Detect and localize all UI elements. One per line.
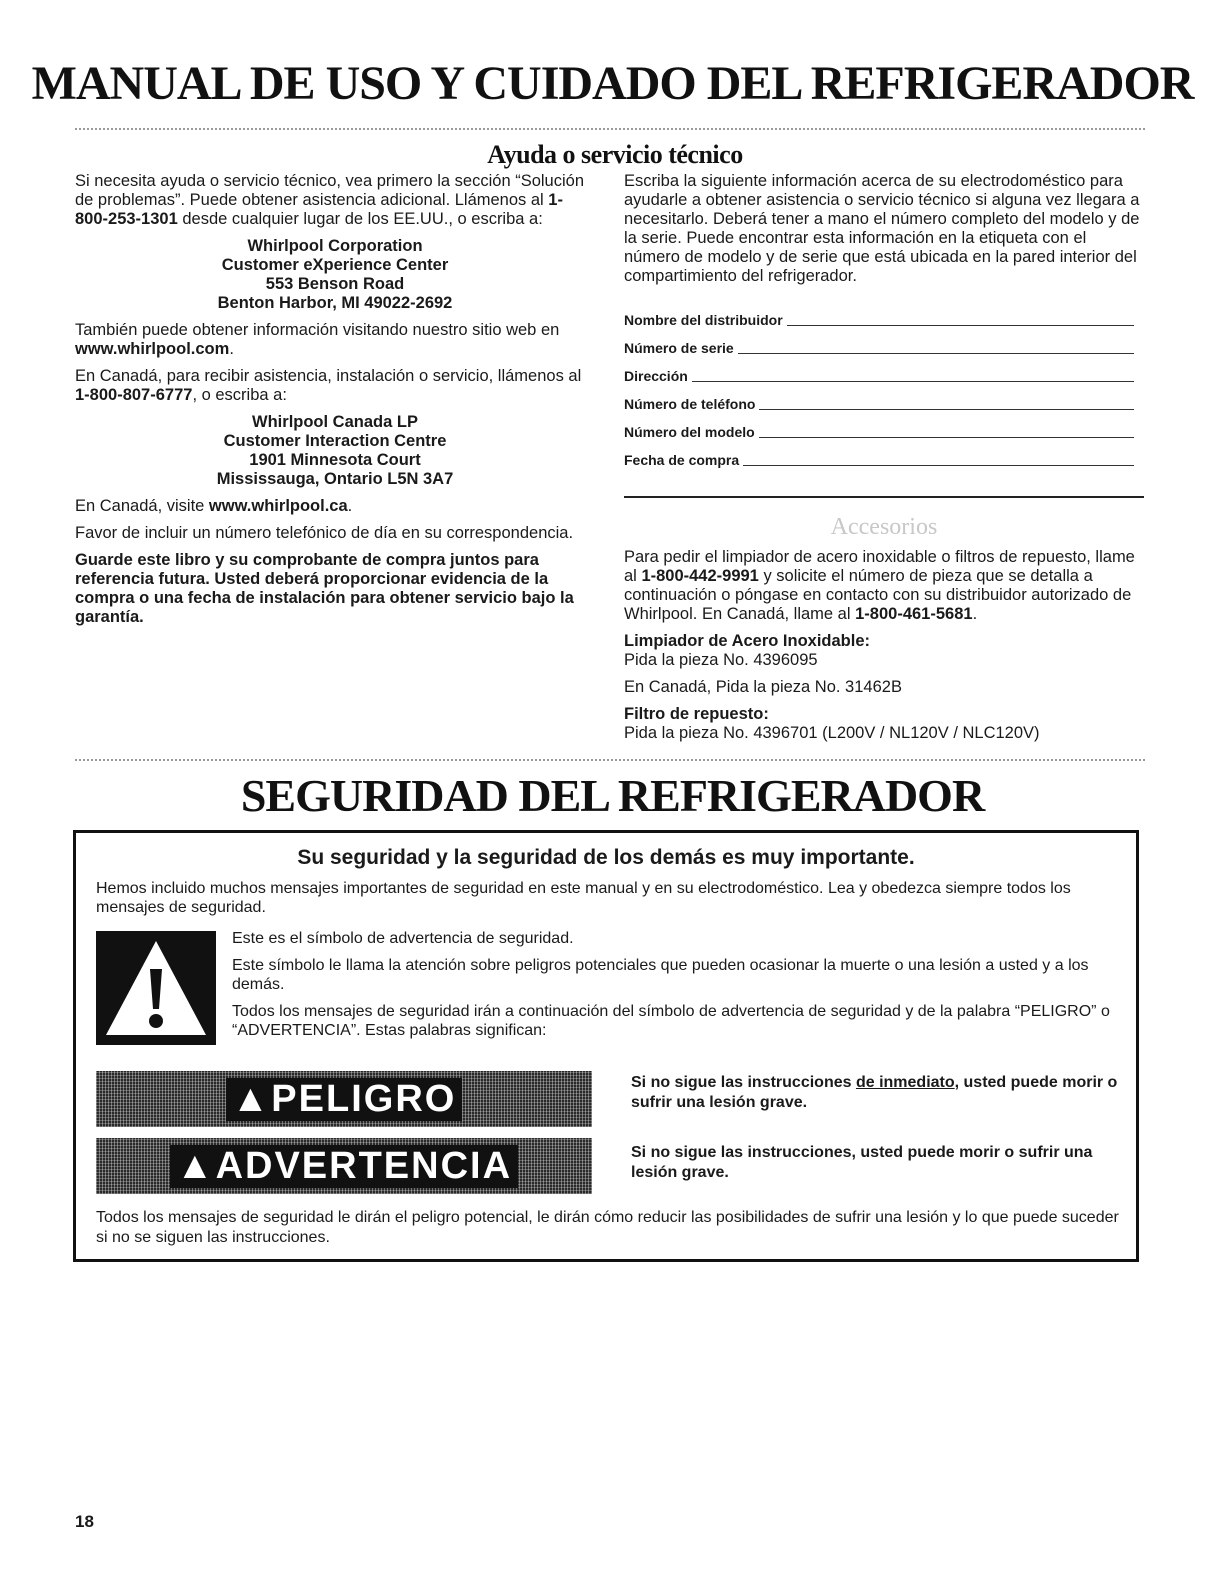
symbol-p3: Todos los mensajes de seguridad irán a continuación del símbolo de advertencia de seguridad y de la palabra “PELIGRO” o “ADVERTENCIA”. Estas palabras significan: bbox=[232, 1003, 1110, 1039]
cleaner-title: Limpiador de Acero Inoxidable: bbox=[624, 632, 871, 650]
us-address: Whirlpool Corporation Customer eXperience Center 553 Benson Road Benton Harbor, MI 49022-2692 bbox=[217, 237, 453, 312]
title-divider bbox=[75, 128, 1145, 130]
canada-website-link[interactable]: www.whirlpool.ca bbox=[208, 497, 348, 515]
form-field-model[interactable]: Número del modelo bbox=[624, 414, 1134, 442]
warning-label: ▲ADVERTENCIA bbox=[170, 1145, 518, 1188]
danger-text: Si no sigue las instrucciones de inmediato, usted puede morir o sufrir una lesión grave. bbox=[631, 1074, 1118, 1111]
record-info-intro: Escriba la siguiente información acerca de su electrodoméstico para ayudarle a obtener asistencia o servicio técnico si alguna vez llegara a necesitarlo. Deberá tener a mano el número completo del modelo y de la serie. Puede encontrar esta información en la etiqueta con el número de modelo y de serie que está ubicada en la pared interior del compartimiento del refrigerador. bbox=[624, 172, 1140, 285]
filter-part: Pida la pieza No. 4396701 (L200V / NL120V / NLC120V) bbox=[624, 724, 1040, 742]
symbol-description bbox=[232, 929, 1112, 1040]
help-right-column bbox=[624, 172, 1144, 751]
filter-title: Filtro de repuesto: bbox=[624, 705, 769, 723]
us-phone: 1-800-253-1301 bbox=[75, 191, 563, 228]
form-field-phone[interactable]: Número de teléfono bbox=[624, 386, 1134, 414]
canada-phone: 1-800-807-6777 bbox=[75, 386, 193, 404]
cleaner-ca-part: En Canadá, Pida la pieza No. 31462B bbox=[624, 678, 902, 696]
us-website-link[interactable]: www.whirlpool.com bbox=[75, 340, 230, 358]
safety-title: SEGURIDAD DEL REFRIGERADOR bbox=[240, 770, 985, 821]
warning-text: Si no sigue las instrucciones, usted puede morir o sufrir una lesión grave. bbox=[631, 1144, 1093, 1181]
canada-paragraph: En Canadá, para recibir asistencia, instalación o servicio, llámenos al 1-800-807-6777, o escriba a: bbox=[75, 367, 582, 404]
danger-banner bbox=[96, 1071, 592, 1127]
phone-note: Favor de incluir un número telefónico de día en su correspondencia. bbox=[75, 524, 574, 542]
form-divider bbox=[624, 496, 1144, 498]
keep-book-note: Guarde este libro y su comprobante de compra juntos para referencia futura. Usted deberá proporcionar evidencia de la compra o una fecha de instalación para obtener servicio bajo la garantía. bbox=[75, 551, 574, 626]
canada-website-paragraph: En Canadá, visite www.whirlpool.ca. bbox=[75, 497, 353, 515]
symbol-p2: Este símbolo le llama la atención sobre peligros potenciales que pueden ocasionar la muerte o una lesión a usted y a los demás. bbox=[232, 957, 1089, 993]
help-intro: Si necesita ayuda o servicio técnico, vea primero la sección “Solución de problemas”. Puede obtener asistencia adicional. Llámenos al 1-800-253-1301 desde cualquier lugar de los EE.UU., o escriba a: bbox=[75, 172, 585, 228]
accessories-paragraph: Para pedir el limpiador de acero inoxidable o filtros de repuesto, llame al 1-800-442-9991 y solicite el número de pieza que se detalla a continuación o póngase en contacto con su distribuidor autorizado de Whirlpool. En Canadá, llame al 1-800-461-5681. bbox=[624, 548, 1135, 623]
help-left-column bbox=[75, 172, 595, 635]
canada-address: Whirlpool Canada LP Customer Interaction Centre 1901 Minnesota Court Mississauga, Ontario L5N 3A7 bbox=[216, 413, 454, 488]
accessories-heading: Accesorios bbox=[830, 514, 938, 540]
danger-label: ▲PELIGRO bbox=[226, 1078, 463, 1121]
form-field-address[interactable]: Dirección bbox=[624, 358, 1134, 386]
section-divider bbox=[75, 759, 1145, 761]
help-section-heading: Ayuda o servicio técnico bbox=[487, 140, 743, 169]
warning-triangle-icon bbox=[96, 931, 216, 1045]
cleaner-us-part: Pida la pieza No. 4396095 bbox=[624, 651, 818, 669]
safety-intro: Hemos incluido muchos mensajes importantes de seguridad en este manual y en su electrodoméstico. Lea y obedezca siempre todos los mensajes de seguridad. bbox=[96, 880, 1071, 916]
safety-footer: Todos los mensajes de seguridad le dirán el peligro potencial, le dirán cómo reducir las posibilidades de sufrir una lesión y lo que puede suceder si no se siguen las instrucciones. bbox=[96, 1209, 1119, 1246]
page-number: 18 bbox=[75, 1512, 94, 1531]
record-form bbox=[624, 302, 1134, 470]
safety-box bbox=[73, 830, 1139, 1262]
form-field-serial[interactable]: Número de serie bbox=[624, 330, 1134, 358]
warning-banner bbox=[96, 1138, 592, 1194]
symbol-p1: Este es el símbolo de advertencia de seguridad. bbox=[232, 930, 574, 947]
website-paragraph: También puede obtener información visitando nuestro sitio web en www.whirlpool.com. bbox=[75, 321, 560, 358]
form-field-purchase-date[interactable]: Fecha de compra bbox=[624, 442, 1134, 470]
form-field-dealer[interactable]: Nombre del distribuidor bbox=[624, 302, 1134, 330]
page-title: MANUAL DE USO Y CUIDADO DEL REFRIGERADOR bbox=[31, 57, 1194, 110]
safety-heading: Su seguridad y la seguridad de los demás es muy importante. bbox=[297, 846, 915, 869]
